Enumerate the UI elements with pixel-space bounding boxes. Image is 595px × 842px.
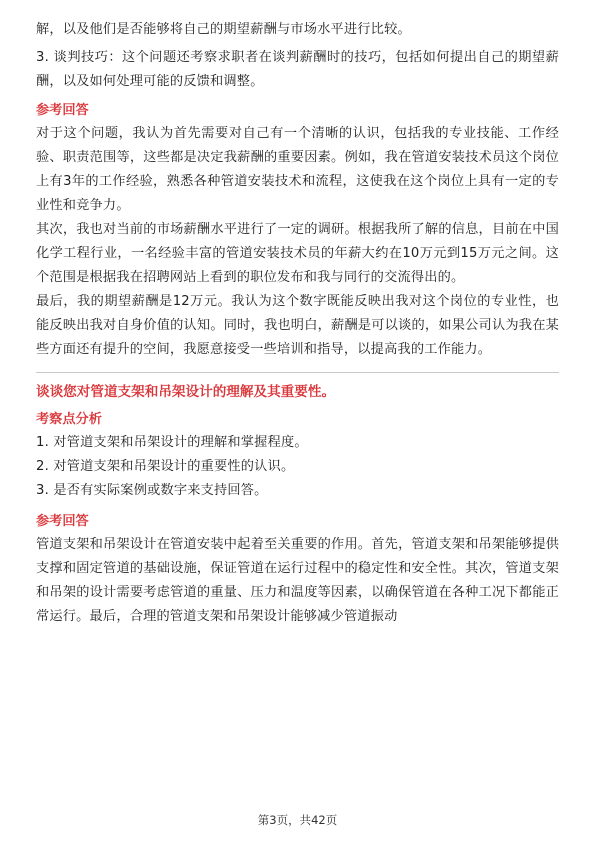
page-content: [36, 18, 559, 629]
analysis-point-3: 3. 谈判技巧：这个问题还考察求职者在谈判薪酬时的技巧，包括如何提出自己的期望薪酬，以及如何处理可能的反馈和调整。: [36, 50, 559, 89]
question-title: 谈谈您对管道支架和吊架设计的理解及其重要性。: [36, 384, 336, 400]
answer-paragraph-1: 对于这个问题，我认为首先需要对自己有一个清晰的认识，包括我的专业技能、工作经验、职责范围等，这些都是决定我薪酬的重要因素。例如，我在管道安装技术员这个岗位上有3年的工作经验，熟悉各种管道安装技术和流程，这使我在这个岗位上具有一定的专业性和竞争力。: [36, 126, 559, 213]
analysis-point-3: 3. 是否有实际案例或数字来支持回答。: [36, 483, 268, 498]
answer-paragraph-3: 最后，我的期望薪酬是12万元。我认为这个数字既能反映出我对这个岗位的专业性，也能反映出我对自身价值的认知。同时，我也明白，薪酬是可以谈的，如果公司认为我在某些方面还有提升的空间，我愿意接受一些培训和指导，以提高我的工作能力。: [36, 294, 559, 357]
section-divider: [36, 372, 559, 373]
answer-paragraph: 管道支架和吊架设计在管道安装中起着至关重要的作用。首先，管道支架和吊架能够提供支撑和固定管道的基础设施，保证管道在运行过程中的稳定性和安全性。其次，管道支架和吊架的设计需要考虑管道的重量、压力和温度等因素，以确保管道在各种工况下都能正常运行。最后，合理的管道支架和吊架设计能够减少管道振动: [36, 537, 559, 624]
answer-paragraph-2: 其次，我也对当前的市场薪酬水平进行了一定的调研。根据我所了解的信息，目前在中国化学工程行业，一名经验丰富的管道安装技术员的年薪大约在10万元到15万元之间。这个范围是根据我在招聘网站上看到的职位发布和我与同行的交流得出的。: [36, 222, 559, 285]
analysis-heading: 考察点分析: [36, 412, 102, 427]
page-number: 第3页，共42页: [257, 813, 338, 827]
continued-text: 解，以及他们是否能够将自己的期望薪酬与市场水平进行比较。: [36, 22, 411, 37]
reference-answer-heading: 参考回答: [36, 103, 89, 118]
analysis-point-1: 1. 对管道支架和吊架设计的理解和掌握程度。: [36, 435, 308, 450]
analysis-point-2: 2. 对管道支架和吊架设计的重要性的认识。: [36, 459, 295, 474]
reference-answer-heading: 参考回答: [36, 514, 89, 529]
